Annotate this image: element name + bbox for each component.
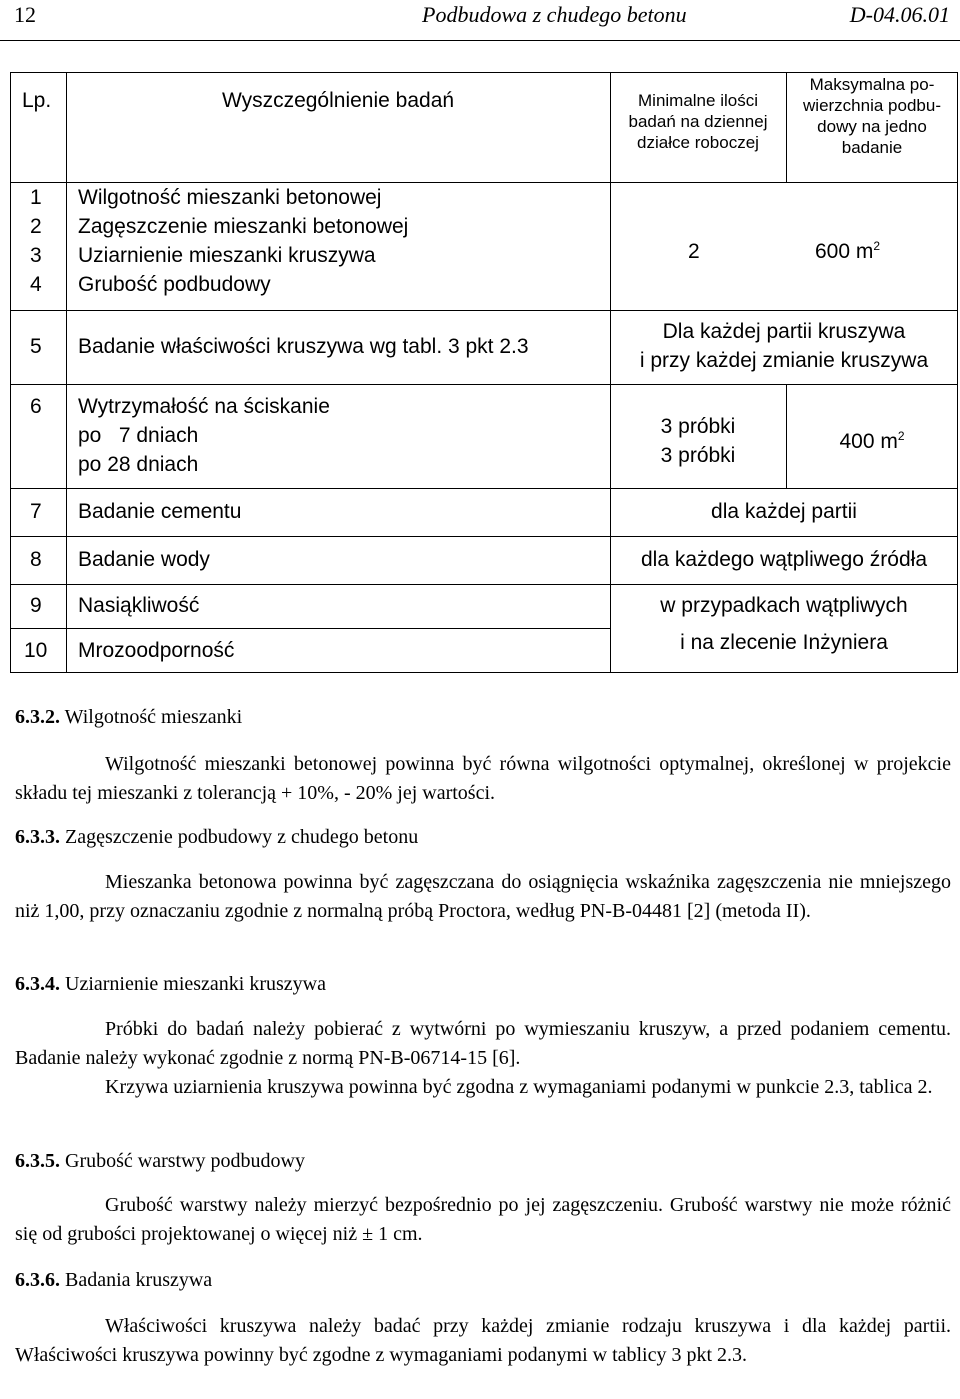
row-number: 6 bbox=[30, 395, 42, 418]
header-max-area: Maksymalna po- wierzchnia podbu- dowy na jedno badanie bbox=[803, 75, 941, 157]
table-rule bbox=[10, 488, 958, 489]
table-rule bbox=[10, 628, 610, 629]
row-item: Wytrzymałość na ściskanie po 7 dniach po 28 dniach bbox=[78, 395, 330, 476]
row-items: Wilgotność mieszanki betonowej Zagęszczenie mieszanki betonowej Uziarnienie mieszanki kruszywa Grubość podbudowy bbox=[78, 186, 409, 296]
table-rule bbox=[10, 536, 958, 537]
max-area-value: 400 $m^2$ bbox=[839, 429, 905, 453]
row-number: 10 bbox=[24, 639, 48, 662]
min-tests-value: 3 próbki 3 próbki bbox=[660, 415, 736, 467]
section-heading: 6.3.6. Badania kruszywa bbox=[15, 1269, 213, 1291]
table-rule bbox=[10, 384, 958, 385]
section-heading: 6.3.5. Grubość warstwy podbudowy bbox=[15, 1150, 305, 1172]
table-rule bbox=[10, 72, 958, 73]
table-rule bbox=[66, 72, 67, 673]
table-rule bbox=[10, 72, 11, 673]
row-item: Mrozoodporność bbox=[78, 639, 235, 662]
section-body: Wilgotność mieszanki betonowej powinna być równa wilgotności optymalnej, określonej w projekcie składu tej mieszanki z tolerancją + 10%, - 20% jej wartości. bbox=[15, 753, 951, 804]
row-value: dla każdego wątpliwego źródła bbox=[640, 548, 927, 571]
row-item: Badanie cementu bbox=[78, 500, 242, 523]
row-item: Nasiąkliwość bbox=[78, 594, 200, 617]
section-body: Próbki do badań należy pobierać z wytwórni po wymieszaniu kruszyw, a przed podaniem cementu. Badanie należy wykonać zgodnie z normą PN-B-06714-15 [6]. Krzywa uziarnienia kruszywa powinna być zgodna z wymaganiami podanymi w punkcie 2.3, tablica 2. bbox=[15, 1018, 951, 1098]
header-lp: Lp. bbox=[22, 89, 52, 112]
row-value: dla każdej partii bbox=[711, 500, 857, 523]
row-value: Dla każdej partii kruszywa i przy każdej zmianie kruszywa bbox=[639, 320, 929, 372]
section-body: Właściwości kruszywa należy badać przy każdej zmianie rodzaju kruszywa i dla każdej partii. Właściwości kruszywa powinny być zgodne z wymaganiami podanymi w tablicy 3 pkt 2.3. bbox=[15, 1315, 951, 1366]
section-body: Grubość warstwy należy mierzyć bezpośrednio po jej zagęszczeniu. Grubość warstwy nie może różnić się od grubości projektowanej o więcej niż ± 1 cm. bbox=[15, 1194, 951, 1245]
row-number: 1 2 3 4 bbox=[30, 186, 42, 296]
row-number: 9 bbox=[30, 594, 42, 617]
max-area-value: 600 $m^2$ bbox=[815, 239, 881, 263]
table-rule bbox=[10, 310, 958, 311]
row-item: Badanie właściwości kruszywa wg tabl. 3 pkt 2.3 bbox=[78, 335, 529, 358]
row-value: w przypadkach wątpliwych bbox=[660, 594, 908, 617]
document-code: D-04.06.01 bbox=[849, 2, 950, 27]
row-number: 8 bbox=[30, 548, 42, 571]
section-heading: 6.3.3. Zagęszczenie podbudowy z chudego betonu bbox=[15, 826, 419, 848]
section-heading: 6.3.2. Wilgotność mieszanki bbox=[15, 706, 243, 728]
min-tests-value: 2 bbox=[688, 240, 700, 263]
section-body: Mieszanka betonowa powinna być zagęszczana do osiągnięcia wskaźnika zagęszczenia nie mniejszego niż 1,00, przy oznaczaniu zgodnie z normalną próbą Proctora, według PN-B-04481 [2] (metoda II). bbox=[15, 871, 951, 922]
row-value: i na zlecenie Inżyniera bbox=[680, 631, 888, 654]
row-item: Badanie wody bbox=[78, 548, 210, 571]
page-header bbox=[0, 0, 960, 41]
header-description: Wyszczególnienie badań bbox=[221, 89, 455, 112]
document-title: Podbudowa z chudego betonu bbox=[422, 2, 687, 27]
header-min-tests: Minimalne ilości badań na dziennej działce roboczej bbox=[628, 91, 768, 152]
table-rule bbox=[10, 584, 958, 585]
table-rule bbox=[10, 672, 958, 673]
tests-table bbox=[10, 72, 958, 674]
page-number: 12 bbox=[14, 2, 36, 27]
row-number: 7 bbox=[30, 500, 42, 523]
row-number: 5 bbox=[30, 335, 42, 358]
section-heading: 6.3.4. Uziarnienie mieszanki kruszywa bbox=[15, 973, 327, 995]
